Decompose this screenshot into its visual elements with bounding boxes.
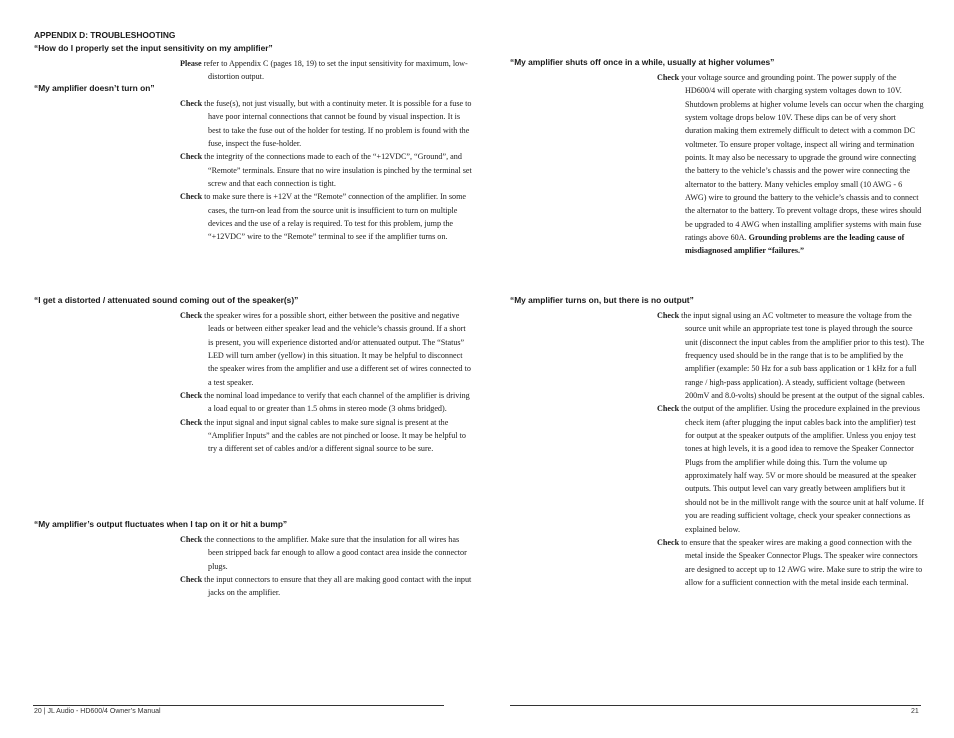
check-item: Check the nominal load impedance to verify that each channel of the amplifier is driving a load equal to or greater than 1.5 ohms in stereo mode (3 ohms bridged). (180, 391, 470, 414)
question-heading: “I get a distorted / attenuated sound coming out of the speaker(s)” (34, 295, 299, 305)
check-item: Check the input connectors to ensure that they all are making good contact with the input jacks on the amplifier. (180, 575, 472, 598)
question-heading: “My amplifier’s output fluctuates when I tap on it or hit a bump” (34, 519, 288, 529)
appendix-title: APPENDIX D: TROUBLESHOOTING (34, 30, 176, 40)
right-page (477, 0, 954, 738)
check-item: Check to make sure there is +12V at the “Remote” connection of the amplifier. In some cases, the turn-on lead from the source unit is insufficient to turn on multiple devices and the use of a relay is required. To test for this problem, jump the “+12VDC” wire to the “Remote” terminal to see if the amplifier turns on. (180, 192, 467, 242)
question-heading: “My amplifier shuts off once in a while, usually at higher volumes” (510, 57, 775, 67)
check-item: Check the integrity of the connections made to each of the “+12VDC”, “Ground”, and “Remote” terminals. Ensure that no wire insulation is pinched by the terminal set screw and that each connection is tight. (180, 152, 472, 189)
check-item: Check the input signal and input signal cables to make sure signal is present at the “Amplifier Inputs” and the cables are not pinched or loose. It may be helpful to try a different set of cables and/or a different signal source to be sure. (180, 417, 466, 454)
section-no-output (510, 294, 925, 589)
check-item: Check the input signal using an AC voltmeter to measure the voltage from the source unit while an appropriate test tone is played through the source unit (disconnect the input cables from the amplifier prior to this test). The frequency used should be in the range that is to be amplified by the amplifier (example: 50 Hz for a sub bass application or 1 kHz for a full range / high-pass application). A steady, sufficient voltage (between 200mV and 8.0-volts) should be present at the output of the signal cables. (657, 311, 925, 401)
check-item: Check the connections to the amplifier. Make sure that the insulation for all wires has been stripped back far enough to allow a good contact area inside the connector plugs. (180, 535, 467, 571)
check-item: Check to ensure that the speaker wires are making a good connection with the metal inside the Speaker Connector Plugs. The speaker wire connectors are designed to accept up to 12 AWG wire. Make sure to strip the wire to allow for a sufficient connection with the metal inside each terminal. (657, 537, 923, 587)
section-no-turn-on (34, 82, 472, 244)
section-distorted-sound (34, 294, 472, 456)
section-input-sensitivity (34, 42, 472, 84)
check-item: Check the speaker wires for a possible short, either between the positive and negative leads or between either speaker lead and the vehicle’s chassis ground. If a short is present, you will experience distorted and/or attenuated output. The “Status” LED will turn amber (yellow) in this situation. It may be helpful to disconnect the speaker wires from the amplifier and use a different set of wires connected to a test speaker. (180, 311, 471, 387)
question-heading: “My amplifier doesn’t turn on” (34, 83, 155, 93)
check-item: Check the output of the amplifier. Using the procedure explained in the previous check item (after plugging the input cables back into the amplifier) test for output at the speaker outputs of the amplifier. Unless you enjoy test tones at high levels, it is a good idea to remove the Speaker Connector Plugs from the amplifier while doing this. Turn the volume up approximately half way. 5V or more should be measured at the speaker outputs. This output level can vary greatly between amplifiers but it should not be in the millivolt range with the source unit at half volume. If you are reading sufficient voltage, check your speaker connections as explained below. (657, 404, 924, 534)
footer-rule (33, 705, 444, 706)
page-footer-left: 20 | JL Audio - HD600/4 Owner’s Manual (34, 708, 161, 715)
section-output-fluctuates (34, 518, 472, 600)
page-footer-right: 21 (911, 708, 919, 715)
footer-rule (510, 705, 921, 706)
section-shuts-off (510, 56, 925, 258)
check-item: Check the fuse(s), not just visually, but with a continuity meter. It is possible for a fuse to have poor internal connections that cannot be found by visual inspection. It is best to take the fuse out of the holder for testing. If no problem is found with the fuse, inspect the fuse-holder. (180, 99, 472, 149)
check-item: Please refer to Appendix C (pages 18, 19) to set the input sensitivity for maximum, low-distortion output. (180, 59, 468, 82)
question-heading: “How do I properly set the input sensitivity on my amplifier” (34, 43, 273, 53)
question-heading: “My amplifier turns on, but there is no output” (510, 295, 694, 305)
check-item: Check your voltage source and grounding point. The power supply of the HD600/4 will operate with charging system voltages down to 10V. Shutdown problems at higher volume levels can occur when the charging system voltage drops below 10V. These dips can be of very short duration making them extremely difficult to detect with a common DC voltmeter. To ensure proper voltage, inspect all wiring and termination points. It may also be necessary to upgrade the ground wire connecting the battery to the vehicle’s chassis and the power wire connecting the alternator to the battery. Many vehicles employ small (10 AWG - 6 AWG) wire to ground the battery to the vehicle’s chassis and to connect the alternator to the battery. To prevent voltage drops, these wires should be upgraded to 4 AWG when installing amplifier systems with main fuse ratings above 60A. Grounding problems are the leading cause of misdiagnosed amplifier “failures.” (657, 73, 924, 256)
